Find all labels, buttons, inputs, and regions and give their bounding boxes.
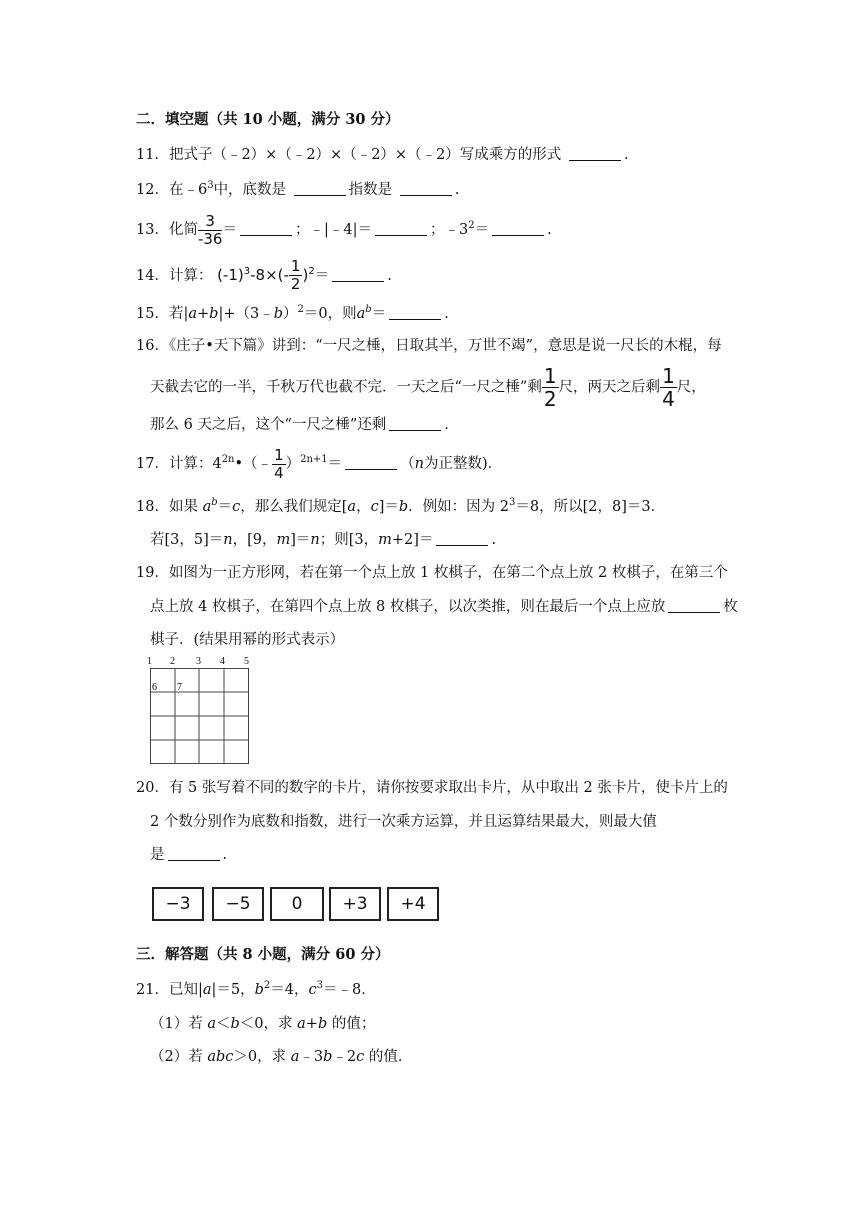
answer-blank-base[interactable] [294, 181, 346, 196]
question-number: 11． [136, 147, 169, 163]
answer-blank[interactable] [389, 305, 441, 320]
question-19-line-1: 19．如图为一正方形网，若在第一个点上放 1 枚棋子，在第二个点上放 2 枚棋子，在第三个 [136, 565, 728, 581]
number-card: 0 [270, 887, 324, 921]
answer-blank[interactable] [240, 221, 292, 236]
question-16-line-1: 16．《庄子•天下篇》讲到：“一尺之棰，日取其半，万世不竭”，意思是说一尺长的木棍，每 [136, 338, 722, 354]
section-title-answer: 三．解答题（共 8 小题，满分 60 分） [136, 946, 390, 963]
answer-blank[interactable] [492, 221, 544, 236]
question-18-line-1: 18．如果 $a^b=c$，那么我们规定[a，c]＝b．例如：因为 $2^3=8$，所以[2，8]＝3． [136, 497, 666, 515]
number-card: −5 [212, 887, 264, 921]
exam-page: 二．填空题（共 10 小题，满分 30 分） 11．把式子（﹣2）×（﹣2）×（﹣2）×（﹣2）写成乘方的形式 . 12．在$﹣6^3$中，底数是 指数是 . 13．化简 $\frac{3}{-36}$ ＝ ；﹣|﹣4|＝ ；$﹣3^2=$ . 14．计算： $(-1)^3-8\times(-$ $\frac{1}{2}$ )$^2$＝ . 15．若|a+b|+（3﹣b）$^2$＝0，则$a^b=$ . 16．《庄子•天下篇》讲到：“一尺之棰，日取其半，万世不竭”，意思是说一尺长的木棍，每 天截去它的一半，千秋万代也截不完．一天之后“一尺之棰”剩 $\frac{1}{2}$ 尺，两天之后剩 $\frac{1}{4}$ 尺， 那么 6 天之后，这个“一尺之棰”还剩 . 17．计算：$4^{2n}•(﹣$ $\frac{1}{4}$ ）$^{2n+1}$＝ （n为正整数)． 18．如果 $a^b=c$，那么我们规定[a，c]＝b．例如：因为 $2^3=8$，所以[2，8]＝3． 若[3，5]＝n，[9，m]＝n；则[3，m+2]＝ . 19．如图为一正方形网，若在第一个点上放 1 枚棋子，在第二个点上放 2 枚棋子，在第三个 点上放 4 枚棋子，在第四个点上放 8 枚棋子，以次类推，则在最后一个点上应放 枚 棋子．(结果用幂的形式表示） 1 2 3 4 5 6 7 20．有 5 张写着不同的数字的卡片，请你按要求取出卡片，从中取出 2 张卡片，使卡片上的 2 个数分别作为底数和指数，进行一次乘方运算，并且运算结果最大，则最大值 是 . −3 −5 0 +3 +4 三．解答题（共 8 小题，满分 60 分） 21．已知|a|＝5，$b^2=4$，$c^3=﹣8$． （1）若 a＜b＜0，求 a+b 的值； （2）若 abc＞0，求 a﹣3b﹣2c 的值． [136, 111, 738, 1065]
expression: $(-1)^3-8\times(-$ $\frac{1}{2}$ )$^2$ [217, 257, 315, 293]
fraction: $\frac{1}{4}$ [274, 445, 284, 482]
answer-blank-exponent[interactable] [400, 181, 452, 196]
answer-blank[interactable] [345, 455, 397, 470]
answer-blank[interactable] [436, 531, 488, 546]
answer-blank[interactable] [569, 146, 621, 161]
question-11: 11．把式子（﹣2）×（﹣2）×（﹣2）×（﹣2）写成乘方的形式 . [136, 147, 629, 163]
question-21-part-1: （1）若 a＜b＜0，求 a+b 的值； [150, 1016, 376, 1032]
answer-blank[interactable] [332, 267, 384, 282]
question-16-line-3: 那么 6 天之后，这个“一尺之棰”还剩 . [150, 417, 449, 433]
grid-point-label: 7 [177, 682, 182, 693]
question-20-line-3: 是 . [150, 847, 228, 863]
question-text: 把式子（﹣2）×（﹣2）×（﹣2）×（﹣2）写成乘方的形式 [168, 147, 562, 163]
grid-point-label: 6 [152, 682, 157, 693]
fraction-one-half: $\frac{1}{2}$ [543, 364, 557, 411]
question-16-line-2: 天截去它的一半，千秋万代也截不完．一天之后“一尺之棰”剩 $\frac{1}{2}$ 尺，两天之后剩 $\frac{1}{4}$ 尺， [150, 364, 706, 411]
question-20-line-1: 20．有 5 张写着不同的数字的卡片，请你按要求取出卡片，从中取出 2 张卡片，使卡片上的 [136, 780, 728, 796]
question-21: 21．已知|a|＝5，$b^2=4$，$c^3=﹣8$． [136, 980, 376, 998]
answer-blank[interactable] [668, 598, 720, 613]
answer-blank[interactable] [168, 846, 220, 861]
question-17: 17．计算：$4^{2n}•(﹣$ $\frac{1}{4}$ ）$^{2n+1}$＝ （n为正整数)． [136, 445, 503, 482]
question-15: 15．若|a+b|+（3﹣b）$^2$＝0，则$a^b=$ . [136, 304, 449, 322]
answer-blank[interactable] [389, 416, 441, 431]
question-14: 14．计算： $(-1)^3-8\times(-$ $\frac{1}{2}$ )$^2$＝ . [136, 257, 392, 293]
square-grid-diagram [150, 668, 250, 765]
section-title-fill-in: 二．填空题（共 10 小题，满分 30 分） [136, 111, 400, 128]
question-20-line-2: 2 个数分别作为底数和指数，进行一次乘方运算，并且运算结果最大，则最大值 [150, 814, 657, 830]
question-21-part-2: （2）若 abc＞0，求 a﹣3b﹣2c 的值． [150, 1049, 413, 1065]
question-13: 13．化简 $\frac{3}{-36}$ ＝ ；﹣|﹣4|＝ ；$﹣3^2=$ . [136, 211, 552, 248]
number-card: +4 [387, 887, 439, 921]
fraction-one-quarter: $\frac{1}{4}$ [662, 364, 675, 411]
question-19-line-3: 棋子．(结果用幂的形式表示） [150, 632, 345, 648]
answer-blank[interactable] [375, 221, 427, 236]
question-19-line-2: 点上放 4 枚棋子，在第四个点上放 8 枚棋子，以次类推，则在最后一个点上应放 枚 [150, 599, 738, 615]
fraction: $\frac{3}{-36}$ [197, 211, 223, 248]
fraction: $\frac{1}{2}$ [290, 257, 301, 293]
question-12: 12．在$﹣6^3$中，底数是 指数是 . [136, 180, 460, 198]
question-18-line-2: 若[3，5]＝n，[9，m]＝n；则[3，m+2]＝ . [150, 532, 497, 548]
number-card: +3 [329, 887, 381, 921]
number-card: −3 [152, 887, 204, 921]
